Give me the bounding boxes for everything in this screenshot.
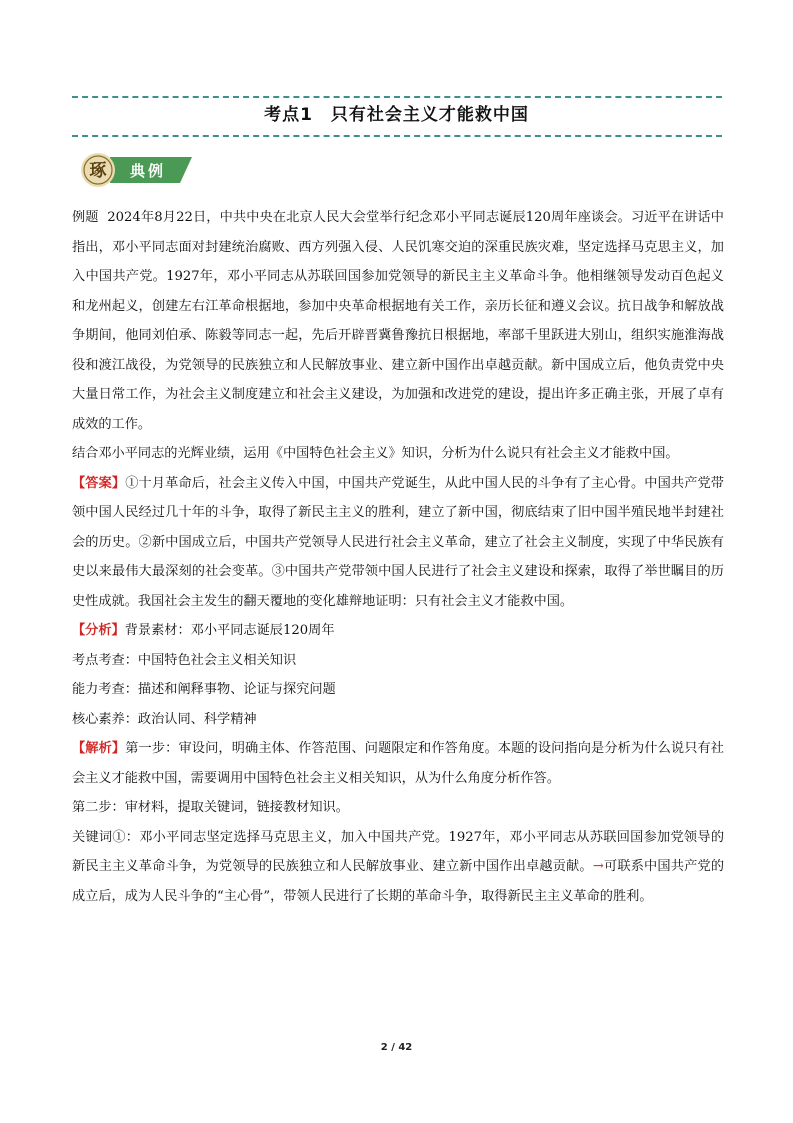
keyword1-link: 可联系中国共产党的成立后，成为人民斗争的“主心骨”，带领人民进行了长期的革命斗争，取得新民主主义革命的胜利。: [72, 859, 725, 904]
keyword1-text: 邓小平同志坚定选择马克思主义，加入中国共产党。1927年，邓小平同志从苏联回国参加党领导的新民主主义革命斗争，为党领导的民族独立和人民解放事业、建立新中国作出卓越贡献。: [72, 829, 725, 874]
page-number: 2 / 42: [380, 1042, 413, 1053]
topic-title: 考点1 只有社会主义才能救中国: [264, 105, 529, 125]
keyword1-arrow: →: [592, 859, 604, 874]
explanation-step1: 第一步：审设问，明确主体、作答范围、问题限定和作答角度。本题的设问指向是分析为什么说只有社会主义才能救中国，需要调用中国特色社会主义相关知识，从为什么角度分析作答。: [72, 741, 724, 786]
analysis-paragraph: [72, 616, 724, 646]
badge-label: 典例: [129, 162, 167, 180]
explanation-label: 【解析】: [72, 741, 126, 756]
example-badge: [76, 151, 192, 189]
analysis-background: 背景素材：邓小平同志诞辰120周年: [124, 623, 335, 638]
answer-paragraph: [72, 469, 724, 617]
analysis-literacy: 核心素养：政治认同、科学精神: [72, 711, 257, 727]
keyword1-paragraph: [72, 823, 724, 912]
answer-text: ①十月革命后，社会主义传入中国，中国共产党诞生，从此中国人民的斗争有了主心骨。中国共产党带领中国人民经过几十年的斗争，取得了新民主主义的胜利，建立了新中国，彻底结束了旧中国半殖民地半封建社会的历史。②新中国成立后，中国共产党领导人民进行社会主义革命，建立了社会主义制度，实现了中华民族有史以来最伟大最深刻的社会变革。③中国共产党带领中国人民进行了社会主义建设和探索，取得了举世瞩目的历史性成就。我国社会主发生的翻天覆地的变化雄辩地证明：只有社会主义才能救中国。: [72, 475, 724, 609]
question-text: 2024年8月22日，中共中央在北京人民大会堂举行纪念邓小平同志诞辰120周年座谈会。习近平在讲话中指出，邓小平同志面对封建统治腐败、西方列强入侵、人民饥寒交迫的深重民族灾难，坚定选择马克思主义，加入中国共产党。1927年，邓小平同志从苏联回国参加党领导的新民主主义革命斗争。他相继领导发动百色起义和龙州起义，创建左右江革命根据地，参加中央革命根据地有关工作，亲历长征和遵义会议。抗日战争和解放战争期间，他同刘伯承、陈毅等同志一起，先后开辟晋冀鲁豫抗日根据地，率部千里跃进大别山，组织实施淮海战役和渡江战役，为党领导的民族独立和人民解放事业、建立新中国作出卓越贡献。新中国成立后，他负责党中央大量日常工作，为社会主义制度建立和社会主义建设，为加强和改进党的建设，提出许多正确主张，开展了卓有成效的工作。: [72, 210, 724, 432]
analysis-ability: 能力考查：描述和阐释事物、论证与探究问题: [72, 682, 336, 697]
explanation-paragraph: [72, 734, 724, 793]
badge-seal-char: 琢: [89, 161, 107, 181]
analysis-label: 【分析】: [72, 623, 125, 638]
analysis-knowledge: 考点考查：中国特色社会主义相关知识: [72, 652, 297, 668]
header-top-divider: [72, 96, 722, 98]
explanation-step2: 第二步：审材料，提取关键词，链接教材知识。: [72, 800, 349, 815]
question-prefix: 例题: [72, 210, 99, 225]
answer-label: 【答案】: [72, 475, 126, 491]
header-bottom-divider: [72, 135, 722, 137]
question-paragraph: [72, 203, 724, 439]
content-body: [72, 203, 724, 911]
keyword1-lead: 关键词①：: [72, 829, 140, 845]
question-ask: 结合邓小平同志的光辉业绩，运用《中国特色社会主义》知识，分析为什么说只有社会主义才能救中国。: [72, 446, 679, 461]
